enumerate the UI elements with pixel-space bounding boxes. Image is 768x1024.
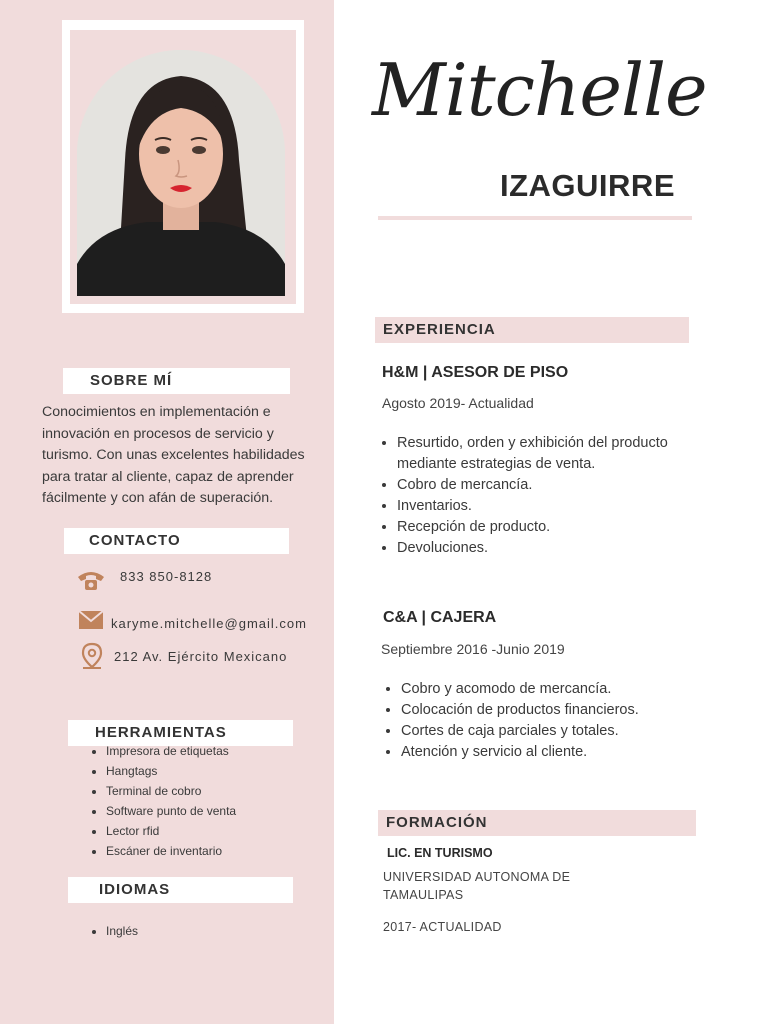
education-heading: FORMACIÓN — [386, 814, 488, 831]
profile-photo-frame — [62, 20, 304, 313]
job-bullets — [379, 433, 687, 559]
about-heading-box — [63, 368, 290, 394]
list-item: • Terminal de cobro — [106, 783, 236, 803]
list-item: • Cortes de caja parciales y totales. — [401, 721, 721, 742]
contact-heading: CONTACTO — [89, 532, 181, 549]
education-years: 2017- ACTUALIDAD — [383, 920, 502, 934]
experience-heading: EXPERIENCIA — [383, 321, 496, 338]
contact-heading-box — [64, 528, 289, 554]
job-title: C&A | CAJERA — [383, 609, 497, 626]
name-divider — [378, 216, 692, 220]
contact-email — [78, 608, 307, 631]
profile-photo — [77, 50, 285, 296]
list-item: • Devoluciones. — [397, 538, 687, 559]
job-bullets — [383, 679, 721, 763]
list-item: • Atención y servicio al cliente. — [401, 742, 721, 763]
list-item: • Impresora de etiquetas — [106, 743, 236, 763]
job-title: H&M | ASESOR DE PISO — [382, 364, 569, 381]
contact-address-text: 212 Av. Ejército Mexicano — [114, 648, 288, 664]
languages-list — [90, 924, 138, 938]
languages-heading: IDIOMAS — [99, 881, 171, 898]
about-heading: SOBRE MÍ — [90, 372, 173, 389]
list-item: • Software punto de venta — [106, 803, 236, 823]
last-name: IZAGUIRRE — [500, 168, 675, 203]
job-dates: Septiembre 2016 -Junio 2019 — [381, 641, 565, 657]
list-item: • Escáner de inventario — [106, 843, 236, 863]
portrait-illustration — [77, 50, 285, 296]
list-item: • Cobro de mercancía. — [397, 475, 687, 496]
list-item: • Inventarios. — [397, 496, 687, 517]
job-dates: Agosto 2019- Actualidad — [382, 395, 534, 411]
tools-list — [90, 743, 236, 863]
education-heading-bar — [378, 810, 696, 836]
list-item: • Colocación de productos financieros. — [401, 700, 721, 721]
list-item: • Lector rfid — [106, 823, 236, 843]
list-item: • Cobro y acomodo de mercancía. — [401, 679, 721, 700]
mail-icon — [78, 610, 104, 630]
contact-phone-text: 833 850-8128 — [120, 568, 213, 584]
list-item: • Inglés — [106, 924, 138, 938]
phone-icon — [76, 568, 106, 592]
list-item: • Recepción de producto. — [397, 517, 687, 538]
languages-heading-box — [68, 877, 293, 903]
experience-heading-bar — [375, 317, 689, 343]
about-text: Conocimientos en implementación e innovación en procesos de servicio y turismo. Con unas excelentes habilidades para tratar al cliente, capaz de aprender fácilmente y con afán de superación. — [42, 404, 305, 506]
tools-heading: HERRAMIENTAS — [95, 724, 227, 741]
education-school: UNIVERSIDAD AUTONOMA DE TAMAULIPAS — [383, 870, 571, 902]
list-item: • Hangtags — [106, 763, 236, 783]
contact-phone — [76, 568, 212, 592]
first-name: Mitchelle — [372, 48, 707, 132]
location-pin-icon — [80, 642, 104, 670]
contact-email-text[interactable]: karyme.mitchelle@gmail.com — [111, 616, 307, 631]
list-item: • Resurtido, orden y exhibición del producto mediante estrategias de venta. — [397, 433, 687, 475]
contact-address — [80, 642, 287, 670]
profile-photo-background — [70, 30, 296, 304]
education-degree: LIC. EN TURISMO — [387, 846, 493, 860]
